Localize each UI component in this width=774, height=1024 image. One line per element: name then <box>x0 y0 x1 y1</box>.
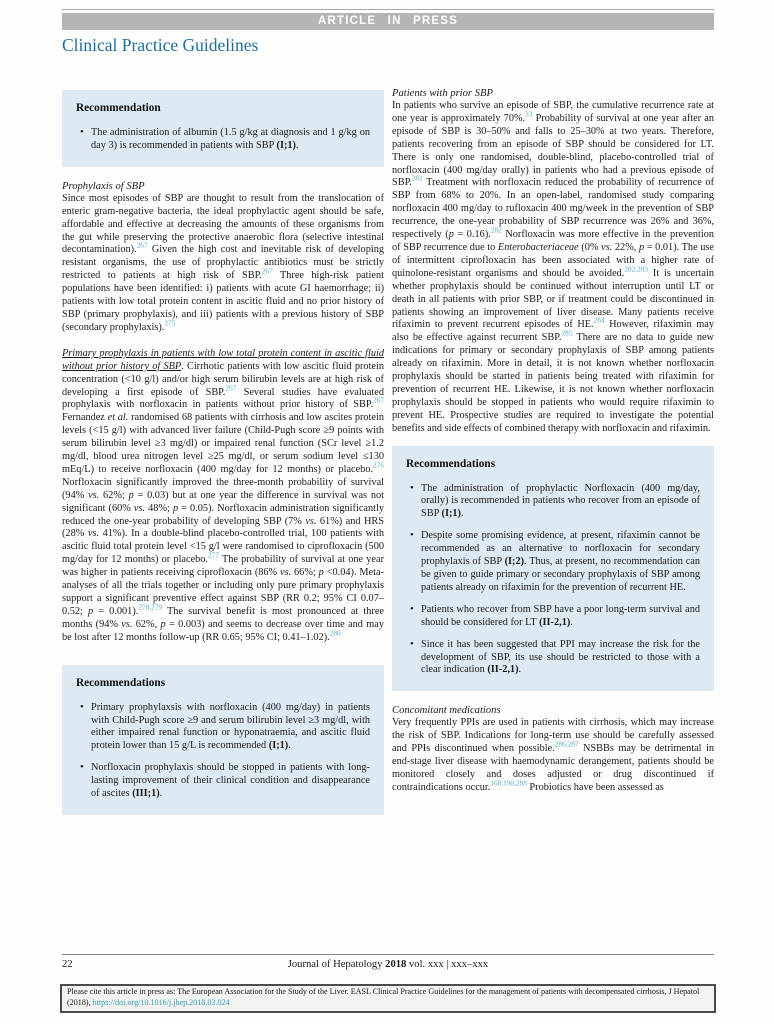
recommendation-item: • Despite some promising evidence, at present, rifaximin cannot be recommended as an alternative to norfloxacin for secondary prophylaxis of SBP (I;2). Thus, at present, no recommendation can be given to guide primary or secondary prophylaxis of SBP among patients already on rifaximin for the prevention of recurrent HE. <box>421 530 700 595</box>
emphasis-italic: et al. <box>107 412 129 424</box>
citation-ref[interactable]: 282,283 <box>624 264 649 274</box>
recommendation-item: • Patients who recover from SBP have a poor long-term survival and should be considered for LT (II-2,1). <box>421 604 700 630</box>
recommendation-list <box>406 483 700 678</box>
recommendation-list <box>76 702 370 801</box>
emphasis-bold: (I;2) <box>504 556 525 568</box>
emphasis-italic: Enterobacteriaceae <box>497 241 579 253</box>
emphasis-italic: p <box>87 605 94 617</box>
citation-ref[interactable]: 281 <box>411 174 423 184</box>
recommendations-box-primary-prophylaxis <box>62 665 384 815</box>
citation-ref[interactable]: 278,279 <box>138 602 163 612</box>
emphasis-bold: (I;1) <box>441 508 461 520</box>
emphasis-italic: p <box>160 618 166 630</box>
emphasis-italic: vs. <box>601 241 613 253</box>
section-heading-concomitant-medications: Concomitant medications <box>392 705 501 717</box>
run-in-heading: Primary prophylaxis in patients with low total protein content in ascitic fluid without prior history of SBP <box>62 347 384 372</box>
paragraph-primary-prophylaxis: Primary prophylaxis in patients with low total protein content in ascitic fluid without prior history of SBP. Cirrhotic patients with low ascitic fluid protein concentration (<10 g/l) and/or high serum bilirubin levels are at high risk of developing a first episode of SBP.$^{267}$ Several studies have evaluated prophylaxis with norfloxacin in patients without prior history of SBP.$^{267}$ Fernandez et al. randomised 68 patients with cirrhosis and low ascites protein levels (<15 g/l) with advanced liver failure (Child-Pugh score ≥9 points with serum bilirubin level ≥3 mg/dl) or impaired renal function (SCr level ≥1.2 mg/dl, blood urea nitrogen level ≥25 mg/dl, or serum sodium level ≤130 mEq/L) to receive norfloxacin (400 mg/day for 12 months) or placebo.$^{276}$ Norfloxacin significantly improved the three-month probability of survival (94% vs. 62%; p = 0.03) but at one year the difference in survival was not significant (60% vs. 48%; p = 0.05). Norfloxacin administration significantly reduced the one-year probability of developing SBP (7% vs. 61%) and HRS (28% vs. 41%). In a double-blind placebo-controlled trial, 100 patients with ascitic fluid total protein level <15 g/l were randomised to ciprofloxacin (500 mg/day for 12 months) or placebo.$^{277}$ The probability of survival at one year was higher in patients receiving ciprofloxacin (86% vs. 66%; p <0.04). Meta-analyses of all the trials together or including only pure primary prophylaxis support a significant preventive effect against SBP (RR 0.2; 95% CI 0.07–0.52; p = 0.001).$^{278,279}$ The survival benefit is most pronounced at three months (94% vs. 62%, p = 0.003) and seems to decrease over time and may be lost after 12 months follow-up (RR 0.65; 95% CI; 0.41–1.02).$^{280}$ <box>62 347 385 643</box>
section-heading-prophylaxis-of-sbp: Prophylaxis of SBP <box>62 180 145 192</box>
emphasis-italic: p <box>318 567 324 579</box>
paragraph-prophylaxis-of-sbp: Since most episodes of SBP are thought to result from the translocation of enteric gram-negative bacteria, the ideal prophylactic agent should be safe, affordable and effective at decreasing the amounts of these organisms from the gut while preserving the protective anaerobic flora (selective intestinal decontamination).$^{267}$ Given the high cost and inevitable risk of developing resistant organisms, the use of prophylactic antibiotics must be strictly restricted to patients at high risk of SBP.$^{267}$ Three high-risk patient populations have been identified: i) patients with acute GI haemorrhage; ii) patients with low total protein content in ascitic fluid and no prior history of SBP (primary prophylaxis), and iii) patients with a previous history of SBP (secondary prophylaxis).$^{275}$ <box>62 192 384 333</box>
citation-ref[interactable]: 267 <box>261 266 273 276</box>
recommendations-box-prior-sbp <box>392 446 714 692</box>
left-column <box>62 88 384 952</box>
citation-ref[interactable]: 267 <box>225 383 237 393</box>
citation-ref[interactable]: 267 <box>136 241 148 251</box>
citation-ref[interactable]: 275 <box>164 318 176 328</box>
journal-reference: Journal of Hepatology 2018 vol. xxx | xxx–xxx <box>287 959 489 970</box>
recommendation-item: • Norfloxacin prophylaxis should be stopped in patients with long-lasting improvement of their clinical condition and disappearance of ascites (III;1). <box>91 762 370 801</box>
recommendation-box-title: Recommendation <box>76 102 161 114</box>
citation-ref[interactable]: 282 <box>490 225 502 235</box>
emphasis-italic: p <box>128 489 134 501</box>
citation-ref[interactable]: 285 <box>561 328 573 338</box>
citation-text: Please cite this article in press as: The European Association for the Study of the Liver. EASL Clinical Practice Guidelines for the management of patients with decompensated cirrhosis, J Hepatol (2018), https://doi.org/10.1016/j.jhep.2018.03.024 <box>67 987 700 1007</box>
paragraph-patients-with-prior-sbp: In patients who survive an episode of SBP, the cumulative recurrence rate at one year is approximately 70%.$^{33}$ Probability of survival at one year after an episode of SBP is 30–50% and falls to 25–30% at two years. Therefore, patients recovering from an episode of SBP should be considered for LT. There is only one randomised, double-blind, placebo-controlled trial of norfloxacin (400 mg/day orally) in patients who had a previous episode of SBP.$^{281}$ Treatment with norfloxacin reduced the probability of recurrence of SBP from 68% to 20%. In an open-label, randomised study comparing norfloxacin 400 mg/day to rufloxacin 400 mg/week in the prevention of SBP recurrence, the one-year probability of SBP recurrence was 26% and 36%, respectively (p = 0.16).$^{282}$ Norfloxacin was more effective in the prevention of SBP recurrence due to Enterobacteriaceae (0% vs. 22%, p = 0.01). The use of intermittent ciprofloxacin has been associated with a higher rate of quinolone-resistant organisms and should be avoided.$^{282,283}$ It is uncertain whether prophylaxis should be continued without interruption until LT or death in all patients with prior SBP, or if treatment could be discontinued in patients showing an improvement of liver disease. Many patients receive rifaximin to prevent recurrent episodes of HE.$^{284}$ However, rifaximin may also be effective against recurrent SBP.$^{285}$ There are no data to guide new indications for primary or secondary prophylaxis of SBP among patients already on rifaximin. More in detail, it is not known whether norfloxacin prophylaxis should be started in patients being treated with rifaximin for prevention of recurrent HE. Likewise, it is not known whether norfloxacin prophylaxis should be stopped in patients who would require rifaximin to prevent HE. Prospective studies are required to investigate the potential benefits and side effects of combined therapy with norfloxacin and rifaximin. <box>392 100 714 434</box>
emphasis-italic: p <box>638 241 645 253</box>
page-number: 22 <box>62 959 73 970</box>
recommendation-list <box>76 127 370 153</box>
emphasis-italic: p <box>448 229 454 241</box>
citation-ref[interactable]: 277 <box>208 550 219 560</box>
emphasis-italic: vs. <box>280 567 292 579</box>
citation-ref[interactable]: 267 <box>373 395 384 405</box>
recommendation-item: • The administration of prophylactic Norfloxacin (400 mg/day, orally) is recommended in patients who recover from an episode of SBP (I;1). <box>421 483 700 522</box>
page-title: Clinical Practice Guidelines <box>62 35 259 55</box>
citation-box <box>60 984 716 1013</box>
doi-link[interactable]: https://doi.org/10.1016/j.jhep.2018.03.024 <box>92 997 230 1007</box>
emphasis-bold: (II-2,1) <box>487 664 519 676</box>
two-column-layout <box>62 88 714 952</box>
emphasis-bold: (II-2,1) <box>539 616 571 628</box>
citation-ref[interactable]: 286,287 <box>554 739 579 749</box>
emphasis-bold: (I;1) <box>276 139 296 151</box>
recommendation-box-title: Recommendations <box>406 457 496 470</box>
section-heading-patients-with-prior-sbp: Patients with prior SBP <box>392 88 493 99</box>
emphasis-bold: 2018 <box>385 959 407 970</box>
footer-rule <box>62 954 714 955</box>
emphasis-bold: (III;1) <box>132 788 160 800</box>
emphasis-italic: p <box>172 502 179 514</box>
footer <box>62 959 714 973</box>
recommendation-box-albumin <box>62 90 384 167</box>
emphasis-italic: vs. <box>305 515 317 527</box>
emphasis-italic: vs. <box>88 489 100 501</box>
emphasis-italic: vs. <box>133 502 146 514</box>
emphasis-bold: (I;1) <box>268 740 289 752</box>
citation-ref[interactable]: 276 <box>373 460 384 470</box>
recommendation-item: • Since it has been suggested that PPI may increase the risk for the development of SBP, its use should be restricted to those with a clear indication (II-2,1). <box>421 639 700 678</box>
right-column <box>392 88 714 952</box>
recommendation-item: • Primary prophylaxsis with norfloxacin (400 mg/day) in patients with Child-Pugh score ≥9 and serum bilirubin level ≥3 mg/dl, with either impaired renal function or hyponatraemia, and ascitic fluid protein lower than 15 g/L is recommended (I;1). <box>91 702 370 754</box>
recommendation-item: • The administration of albumin (1.5 g/kg at diagnosis and 1 g/kg on day 3) is recommended in patients with SBP (I;1). <box>91 127 370 153</box>
top-rule <box>62 9 714 10</box>
emphasis-italic: vs. <box>121 618 133 630</box>
citation-ref[interactable]: 284 <box>593 315 605 325</box>
paragraph-concomitant-medications: Very frequently PPIs are used in patients with cirrhosis, which may increase the risk of SBP. Indications for long-term use should be carefully assessed and PPIs discontinued when possible.$^{286,287}$ NSBBs may be detrimental in end-stage liver disease with haemodynamic derangement, patients should be monitored closely and doses adjusted or drug discontinued if contraindications occur.$^{168,190,288}$ Probiotics have been assessed as <box>392 717 714 793</box>
emphasis-italic: vs. <box>87 528 100 540</box>
citation-ref[interactable]: 33 <box>525 109 533 119</box>
recommendation-box-title: Recommendations <box>76 676 166 689</box>
citation-ref[interactable]: 280 <box>329 628 341 638</box>
article-in-press-banner: ARTICLE IN PRESS <box>62 13 714 30</box>
citation-ref[interactable]: 168,190,288 <box>490 778 527 788</box>
